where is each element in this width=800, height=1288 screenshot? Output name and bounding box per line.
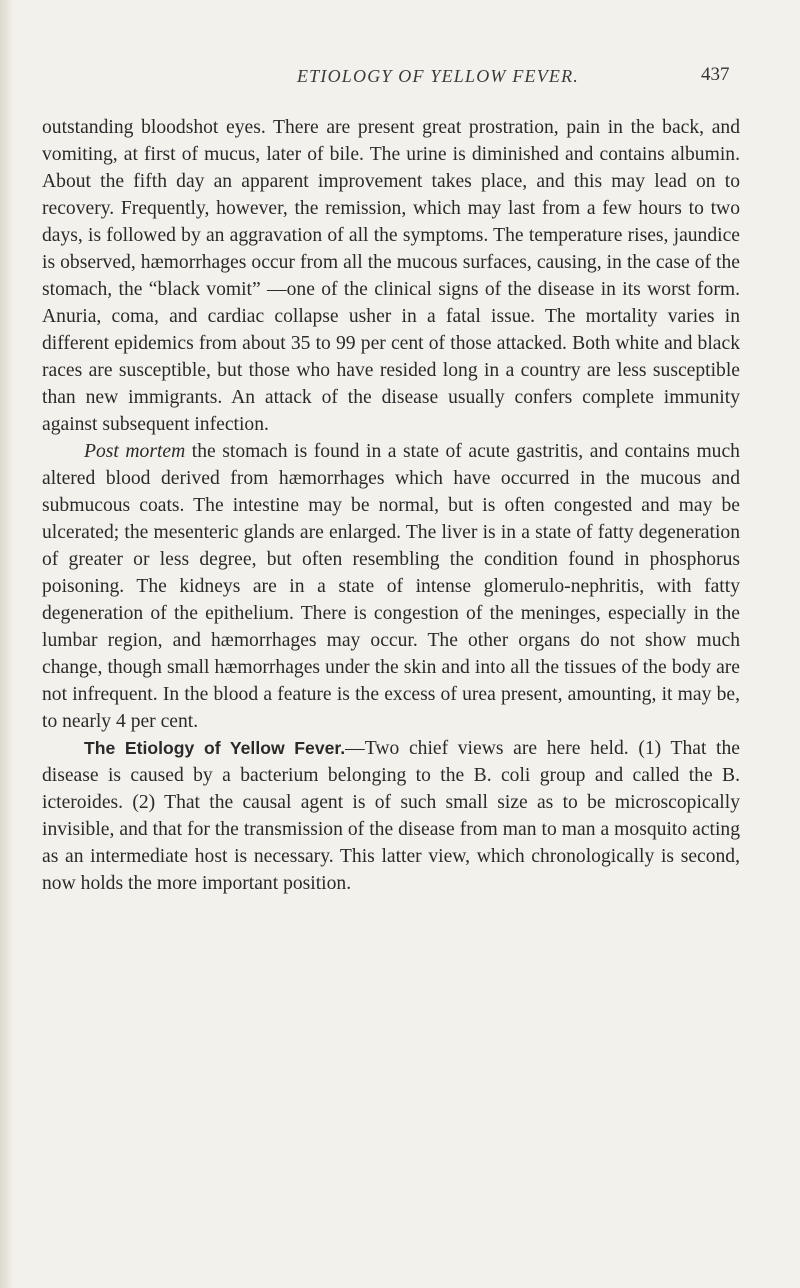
- paragraph-etiology: [42, 735, 740, 897]
- paragraph-text: the stomach is found in a state of acute gastritis, and contains much altered blood derived from hæmorrhages which have occurred in the mucous and submucous coats. The intestine may be normal, but is often congested and may be ulcerated; the mesenteric glands are enlarged. The liver is in a state of fatty degeneration of greater or less degree, but often resembling the condition found in phosphorus poisoning. The kidneys are in a state of intense glomerulo-nephritis, with fatty degeneration of the epithelium. There is congestion of the meninges, especially in the lumbar region, and hæmorrhages may occur. The other organs do not show much change, though small hæmorrhages under the skin and into all the tissues of the body are not infrequent. In the blood a feature is the excess of urea present, amounting, it may be, to nearly 4 per cent.: [42, 441, 740, 732]
- running-title: ETIOLOGY OF YELLOW FEVER.: [296, 66, 579, 86]
- paragraph-text: outstanding bloodshot eyes. There are present great prostration, pain in the back, and vomiting, at first of mucus, later of bile. The urine is diminished and contains albumin. About the fifth day an apparent improvement takes place, and this may lead on to recovery. Frequently, however, the remission, which may last from a few hours to two days, is followed by an aggravation of all the symptoms. The temperature rises, jaundice is observed, hæmorrhages occur from all the mucous surfaces, causing, in the case of the stomach, the “black vomit” —one of the clinical signs of the disease in its worst form. Anuria, coma, and cardiac collapse usher in a fatal issue. The mortality varies in different epidemics from about 35 to 99 per cent of those attacked. Both white and black races are susceptible, but those who have resided long in a country are less susceptible than new immigrants. An attack of the disease usually confers complete immunity against subsequent infection.: [42, 117, 740, 435]
- page-number: 437: [701, 64, 730, 85]
- post-mortem-lead: Post mortem: [84, 441, 186, 462]
- section-heading: The Etiology of Yellow Fever.: [84, 738, 346, 758]
- paragraph-post-mortem: [42, 438, 740, 735]
- paragraph-symptoms: [42, 114, 740, 438]
- paragraph-text: —Two chief views are here held. (1) That the disease is caused by a bacterium belonging to the B. coli group and called the B. icteroides. (2) That the causal agent is of such small size as to be microscopically invisible, and that for the transmission of the disease from man to man a mosquito acting as an intermediate host is necessary. This latter view, which chronologically is second, now holds the more important position.: [42, 738, 740, 894]
- body-text: [42, 114, 740, 897]
